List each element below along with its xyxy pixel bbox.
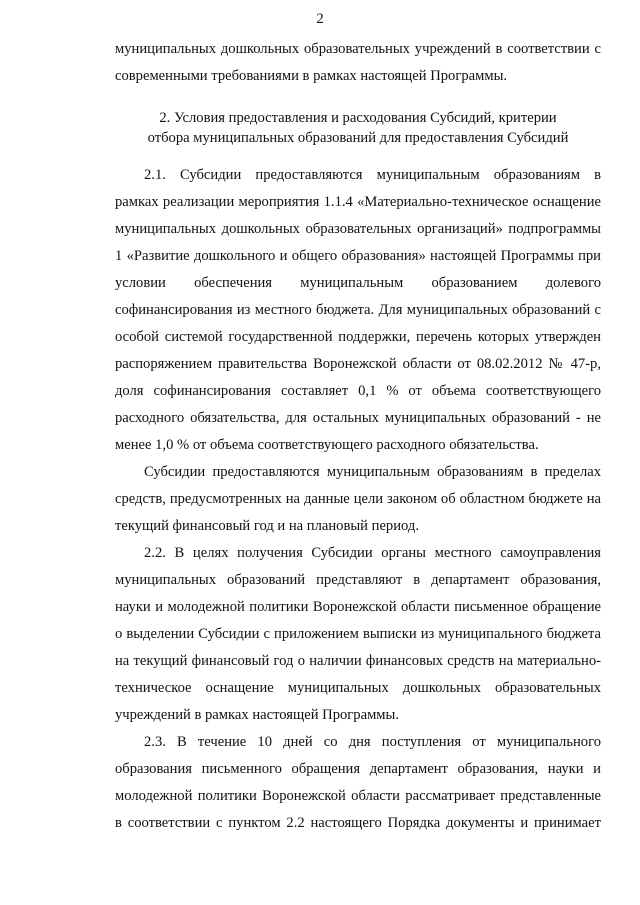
section-heading (115, 108, 601, 148)
paragraph-line: расходного обязательства, для остальных муниципальных образований - не (115, 410, 601, 426)
paragraph (115, 459, 601, 540)
paragraph-line: 1 «Развитие дошкольного и общего образования» настоящей Программы при (115, 248, 601, 264)
paragraph (115, 540, 601, 729)
paragraph (115, 162, 601, 459)
paragraph-line: учреждений в рамках настоящей Программы. (115, 707, 399, 723)
paragraph (115, 729, 601, 837)
page-number: 2 (316, 11, 324, 27)
intro-line: современными требованиями в рамках настоящей Программы. (115, 68, 508, 84)
paragraph-line: софинансирования из местного бюджета. Для муниципальных образований с (115, 302, 601, 318)
paragraph-line: муниципальных дошкольных образовательных организаций» подпрограммы (115, 221, 601, 237)
paragraph-line: в соответствии с пунктом 2.2 настоящего Порядка документы и принимает (115, 815, 601, 831)
paragraph-line: 2.3. В течение 10 дней со дня поступления от муниципального (144, 734, 601, 750)
paragraphs (115, 162, 601, 837)
paragraph-line: молодежной политики Воронежской области рассматривает представленные (115, 788, 601, 804)
section-heading-line: отбора муниципальных образований для предоставления Субсидий (147, 130, 569, 146)
paragraph-line: Субсидии предоставляются муниципальным образованиям в пределах (144, 464, 601, 480)
section-heading-line: 2. Условия предоставления и расходования Субсидий, критерии (159, 110, 557, 126)
paragraph-line: средств, предусмотренных на данные цели законом об областном бюджете на (115, 491, 601, 507)
paragraph-line: текущий финансовый год и на плановый период. (115, 518, 419, 534)
paragraph-line: образования письменного обращения департамент образования, науки и (115, 761, 601, 777)
paragraph-line: доля софинансирования составляет 0,1 % от объема соответствующего (115, 383, 601, 399)
paragraph-line: рамках реализации мероприятия 1.1.4 «Материально-техническое оснащение (115, 194, 601, 210)
paragraph-line: распоряжением правительства Воронежской области от 08.02.2012 № 47-р, (115, 356, 601, 372)
paragraph-line: на текущий финансовый год о наличии финансовых средств на материально- (115, 653, 601, 669)
document-body (115, 36, 601, 837)
paragraph-line: техническое оснащение муниципальных дошкольных образовательных (115, 680, 601, 696)
paragraph-line: 2.1. Субсидии предоставляются муниципальным образованиям в (144, 167, 601, 183)
paragraph-line: менее 1,0 % от объема соответствующего расходного обязательства. (115, 437, 539, 453)
paragraph-line: о выделении Субсидии с приложением выписки из муниципального бюджета (115, 626, 601, 642)
paragraph-line: 2.2. В целях получения Субсидии органы местного самоуправления (144, 545, 601, 561)
paragraph-line: условии обеспечения муниципальным образованием долевого (115, 275, 601, 291)
paragraph-line: науки и молодежной политики Воронежской области письменное обращение (115, 599, 601, 615)
paragraph-line: муниципальных образований представляют в департамент образования, (115, 572, 601, 588)
paragraph-line: особой системой государственной поддержки, перечень которых утвержден (115, 329, 601, 345)
intro-line: муниципальных дошкольных образовательных учреждений в соответствии с (115, 41, 601, 57)
